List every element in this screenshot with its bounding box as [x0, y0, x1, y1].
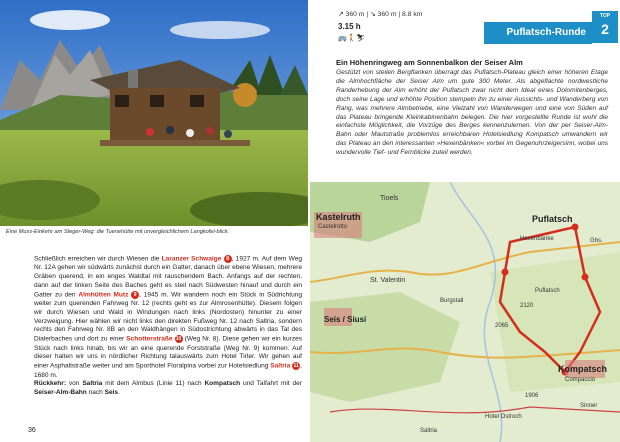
photo-caption: Eine Muss-Einkehr am Steger-Weg: die Tuenehütte mit unvergleichlichem Langkofel-blick.: [6, 229, 230, 235]
tour-number: 2: [601, 21, 609, 37]
top-tour-badge: TOP 2: [592, 11, 618, 43]
elevation-distance-stats: ↗ 360 m | ↘ 360 m | 8.8 km: [338, 11, 423, 18]
map-label-st-valentin: St. Valentin: [370, 277, 406, 284]
tour-title: Puflatsch-Runde: [484, 22, 592, 44]
map-label-hotel-ostroch: Hotel Ostroch: [485, 414, 522, 420]
map-elevation-1906: 1906: [525, 393, 539, 399]
poi-laranzer-schwaige: Laranzer Schwaige: [161, 255, 222, 263]
hut-photo: [0, 0, 308, 226]
map-label-kompatsch: Kompatsch: [558, 364, 608, 374]
page-number: 36: [28, 427, 36, 434]
duration: 3.15 h: [338, 22, 361, 31]
map-label-puflatsch-2: Puflatsch: [535, 288, 560, 294]
route-map: [310, 182, 620, 442]
map-label-hexenbaenke: Hexenbänke: [520, 236, 554, 242]
tour-description: Schließlich erreichen wir durch Wiesen die Laranzer Schwaige 8 , 1927 m. Auf dem Weg Nr. 12A gehen wir südwärts zunächst durch ein Gatter, danach über ebene Wiesen, mehrere Gräben querend, in ein enges Waldtal mit rauschendem Bach. Anfangs auf der rechten, dann auf der linken Seite des Baches geht es steil nach Südwesten hinauf und durch ein Gatter zu den Almhütten Mutz 9 , 1945 m. Wir wandern noch ein Stück in Südrichtung weiter zum querenden Fahrweg Nr. 12 (rechts geht es zur Almrosenhütte). Diesem folgen wir durch Wiesen und Wald in Windungen nach links (Nordosten) hinunter zu einer Verzweigung. Hier wählen wir nicht links den direkten Fußweg Nr. 12 nach Saltria, sondern rechts den Fahrweg Nr. 8B an den Waldhängen in Südostrichtung abwärts in das Tal des Dialerbaches und dort zu einer Schotterstraße 10 (Weg Nr. 8). Diese gehen wir ein kurzes Stück nach links hinab, bis wir an eine querende Forststraße (Weg Nr. 9) kommen. Auf dieser halten wir uns in nördlicher Richtung talauswärts zum Hotel Tirler. Wir gehen auf einer Asphaltstraße weiter und am Sporthotel Floralpina vorbei zur Hotelsiedlung Saltria 11, 1680 m. Rückkehr: von Saltria mit dem Almbus (Linie 11) nach Kompatsch und Talfahrt mit der Seiser-Alm-Bahn nach Seis.: [34, 255, 303, 397]
tour-subtitle: Ein Höhenringweg am Sonnenbalkon der Seiser Alm: [336, 58, 523, 67]
map-elevation-2120: 2120: [520, 303, 534, 309]
map-label-saltria: Saltria: [420, 428, 438, 434]
map-label-seis: Seis / Siusi: [324, 315, 367, 324]
map-label-burgstall: Burgstall: [440, 298, 464, 304]
poi-almhuetten-mutz: Almhütten Mutz: [78, 291, 129, 299]
map-label-puflatsch: Puflatsch: [532, 214, 573, 224]
poi-schotterstrasse: Schotterstraße: [126, 335, 173, 343]
map-label-sinner: Sinner: [580, 403, 598, 409]
waypoint-marker: 11: [293, 363, 299, 370]
waypoint-marker: 10: [175, 336, 182, 343]
waypoint-marker: 9: [131, 291, 139, 299]
map-elevation-2065: 2065: [495, 323, 509, 329]
poi-saltria: Saltria: [270, 362, 291, 370]
activity-icons: 🚌🚶⛷: [338, 35, 366, 42]
rueckkehr-label: Rückkehr:: [34, 380, 67, 388]
map-label-tioels: Tioels: [380, 195, 399, 202]
map-label-compaccio: Compaccio: [565, 377, 596, 383]
map-label-ghs: Ghs.: [590, 238, 603, 244]
map-label-kastelruth: Kastelruth: [316, 212, 361, 222]
map-label-castelrotto: Castelrotto: [318, 224, 348, 230]
waypoint-marker: 8: [224, 255, 232, 263]
tour-intro: Gestützt von steilen Bergflanken überragt das Puflatsch-Plateau gleich einer höheren Etage die Almhochfläche der Seiser Alm um gute 300 Meter. Als abgeflachte nordwestliche Randerhebung der Alm erhöht der Puflatsch zwar nicht dem Ideal eines Dolomitenberges, doch seine Lage und erhöhte Position stempeln ihn zu einer Aussichts- und Wanderberg von Rang, was mehrere Almbetriebe, eine Vielzahl von Wanderwegen und eine von Süden auf das Plateau bringende Kleinkabinenbahn belegen. Die hier vorgestellte Runde ist wohl die einfachste Möglichkeit, die Vorzüge des Berges kennenzulernen. Von der per Seiser-Alm-Bahn oder Mautstraße problemlos erreichbaren Hotelsiedlung Kompatsch umwandern wir das Plateau an den interessanten »Hexenbänken« vorbei im Gegenuhrzeigersinn, wobei uns wundervolle Tief- und Fernblicke zuteil werden.: [336, 69, 608, 157]
